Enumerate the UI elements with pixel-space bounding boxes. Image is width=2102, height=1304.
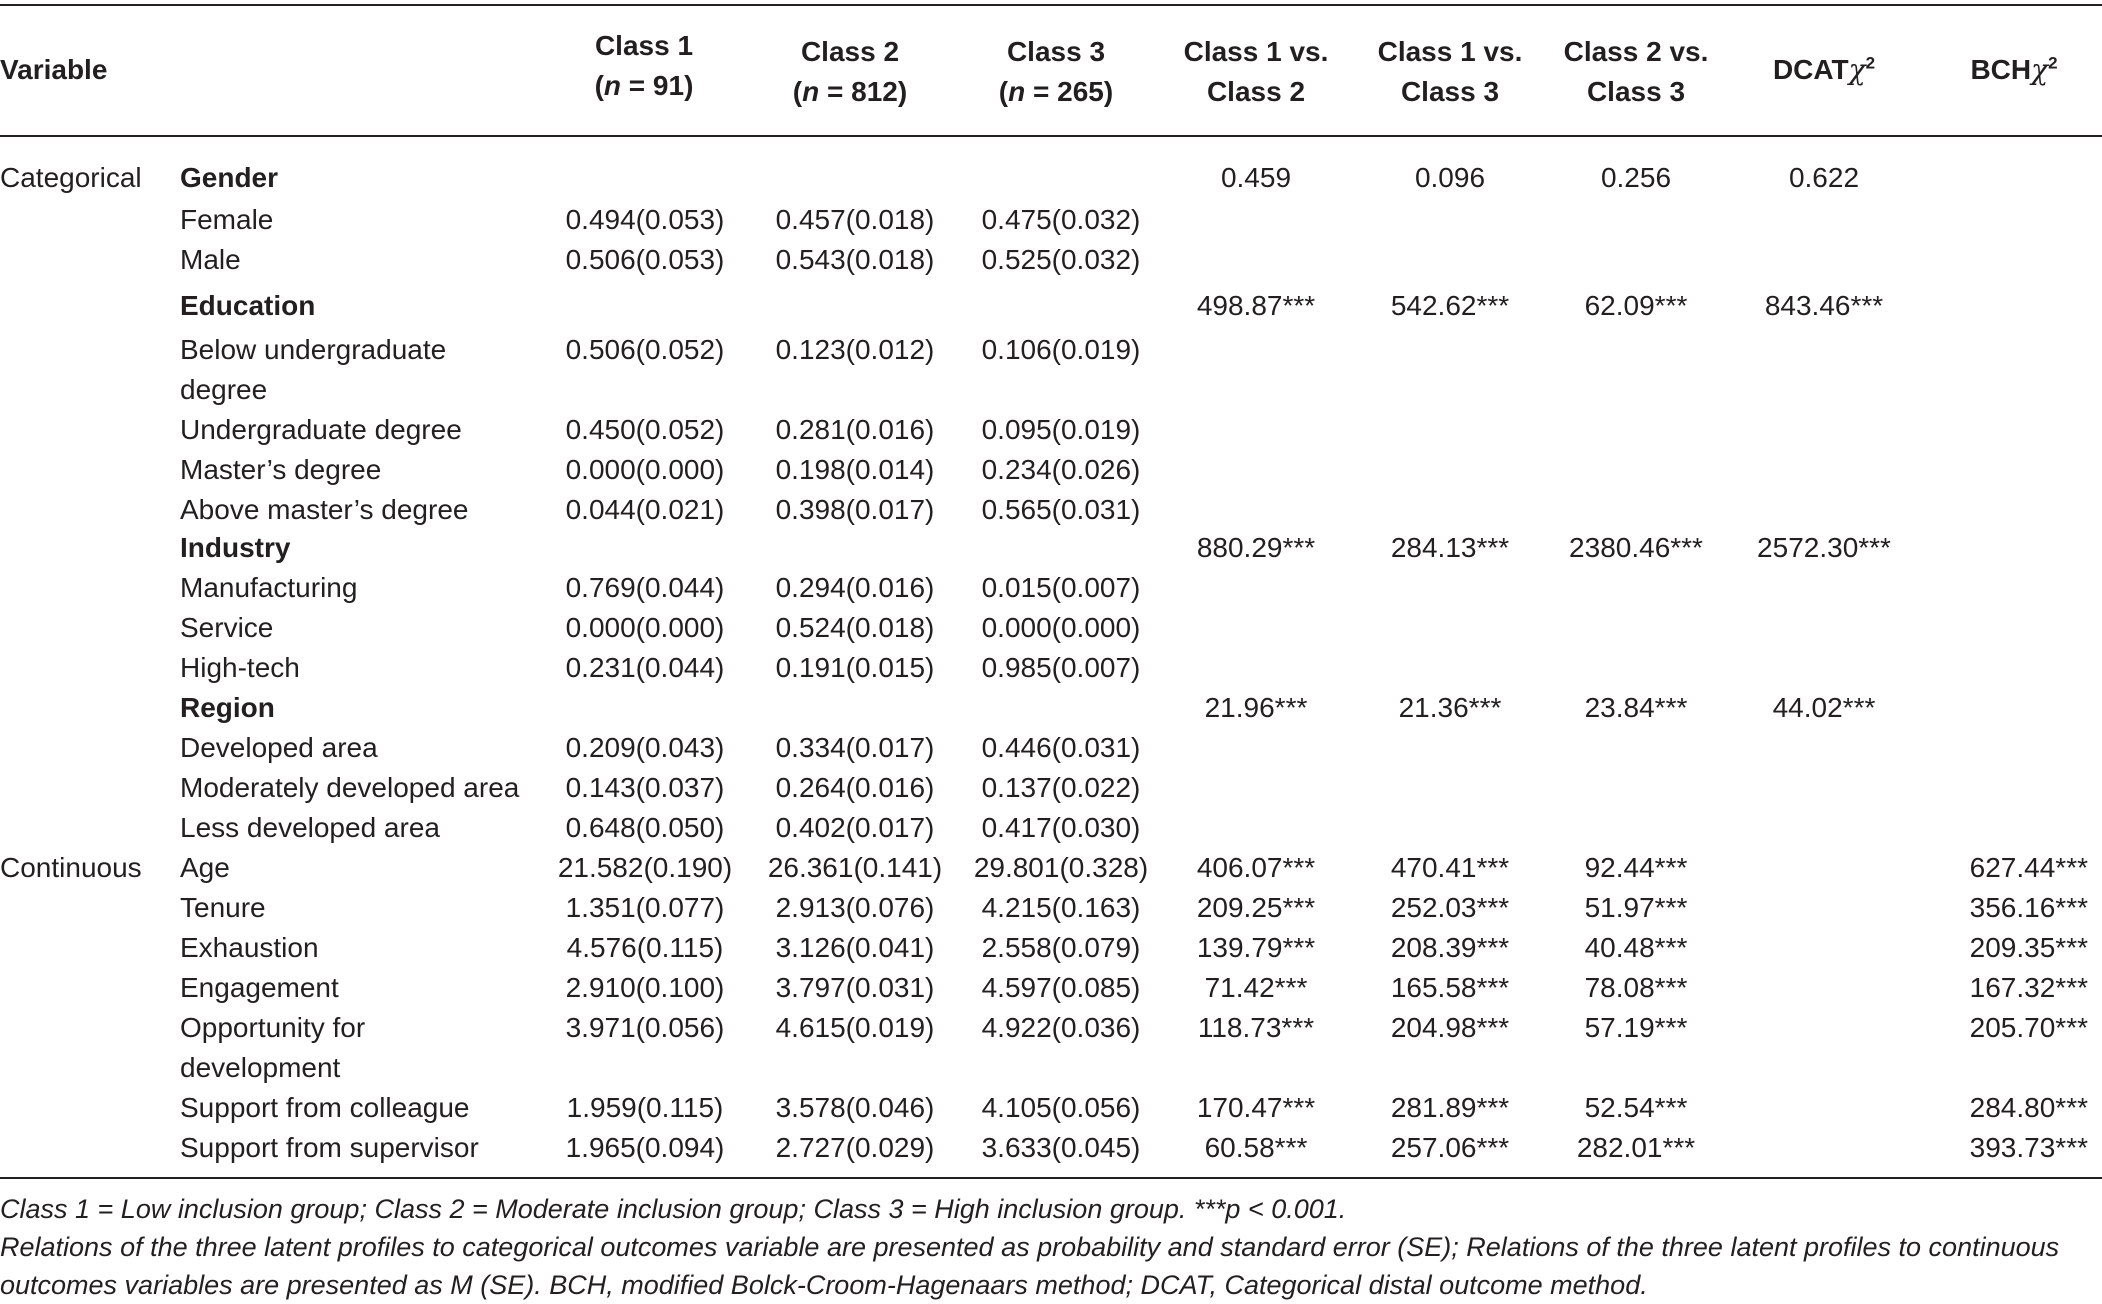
class1-vs-class2-cell: 60.58*** bbox=[1204, 1132, 1308, 1163]
class1-vs-class2-cell: 0.459 bbox=[1220, 162, 1292, 193]
variable-cell: Support from supervisor bbox=[180, 1132, 479, 1163]
table-bottom-rule bbox=[0, 1177, 2102, 1179]
class3-cell: 0.015(0.007) bbox=[981, 572, 1141, 603]
bch-chi2-cell: 284.80*** bbox=[1969, 1092, 2088, 1123]
class1-vs-class3-cell: 208.39*** bbox=[1390, 932, 1510, 963]
class2-cell: 0.334(0.017) bbox=[775, 732, 935, 763]
class1-vs-class3-cell: 21.36*** bbox=[1398, 692, 1502, 723]
class1-vs-class3-cell: 0.096 bbox=[1414, 162, 1486, 193]
category-cell: Categorical bbox=[0, 162, 142, 193]
variable-cell: Moderately developed area bbox=[180, 772, 520, 803]
class1-vs-class3-cell: 204.98*** bbox=[1390, 1012, 1510, 1043]
class2-vs-class3-cell: 0.256 bbox=[1600, 162, 1672, 193]
class3-cell: 4.215(0.163) bbox=[981, 892, 1141, 923]
header-class3-n: (n = 265) bbox=[998, 76, 1114, 107]
class1-vs-class3-cell: 252.03*** bbox=[1390, 892, 1510, 923]
class1-vs-class2-cell: 209.25*** bbox=[1196, 892, 1316, 923]
variable-cell: Age bbox=[180, 852, 230, 883]
class3-cell: 0.234(0.026) bbox=[981, 454, 1141, 485]
variable-cell: Opportunity for bbox=[180, 1012, 366, 1043]
class1-cell: 21.582(0.190) bbox=[557, 852, 733, 883]
class2-vs-class3-cell: 2380.46*** bbox=[1569, 532, 1703, 563]
class1-cell: 0.143(0.037) bbox=[565, 772, 725, 803]
header-class1 bbox=[544, 26, 744, 106]
class2-cell: 0.543(0.018) bbox=[775, 244, 935, 275]
class2-vs-class3-cell: 282.01*** bbox=[1576, 1132, 1696, 1163]
table-header-rule bbox=[0, 135, 2102, 137]
class2-cell: 0.398(0.017) bbox=[775, 494, 935, 525]
class1-cell: 0.000(0.000) bbox=[565, 454, 725, 485]
bch-chi2-cell: 209.35*** bbox=[1969, 932, 2088, 963]
class3-cell: 0.106(0.019) bbox=[981, 334, 1141, 365]
variable-cell: Engagement bbox=[180, 972, 339, 1003]
header-class2-vs-class3: Class 2 vs. Class 3 bbox=[1563, 36, 1709, 107]
table-note-2: Relations of the three latent profiles to categorical outcomes variable are presented as probability and standard error (SE); Relations of the three latent profiles to continuous bbox=[0, 1232, 2060, 1262]
variable-cell: Female bbox=[180, 204, 274, 235]
class3-cell: 0.137(0.022) bbox=[981, 772, 1141, 803]
variable-cell: Exhaustion bbox=[180, 932, 319, 963]
class3-cell: 0.525(0.032) bbox=[981, 244, 1141, 275]
dcat-chi2-cell: 0.622 bbox=[1788, 162, 1860, 193]
header-class3-label: Class 3 bbox=[1006, 36, 1106, 67]
class2-cell: 0.281(0.016) bbox=[775, 414, 935, 445]
class2-cell: 2.913(0.076) bbox=[775, 892, 935, 923]
class1-cell: 2.910(0.100) bbox=[565, 972, 725, 1003]
class1-vs-class2-cell: 139.79*** bbox=[1196, 932, 1316, 963]
class2-cell: 4.615(0.019) bbox=[775, 1012, 935, 1043]
class1-vs-class2-cell: 21.96*** bbox=[1204, 692, 1308, 723]
variable-cell: Industry bbox=[180, 532, 291, 563]
class2-vs-class3-cell: 52.54*** bbox=[1584, 1092, 1688, 1123]
class1-cell: 0.494(0.053) bbox=[565, 204, 725, 235]
class1-vs-class3-cell: 257.06*** bbox=[1390, 1132, 1510, 1163]
class3-cell: 0.475(0.032) bbox=[981, 204, 1141, 235]
class2-cell: 0.402(0.017) bbox=[775, 812, 935, 843]
header-class2-n: (n = 812) bbox=[792, 76, 908, 107]
class1-vs-class3-cell: 542.62*** bbox=[1390, 290, 1510, 321]
class1-vs-class3-cell: 281.89*** bbox=[1390, 1092, 1510, 1123]
class1-cell: 0.000(0.000) bbox=[565, 612, 725, 643]
class1-vs-class3-cell: 470.41*** bbox=[1390, 852, 1510, 883]
bch-chi2-cell: 627.44*** bbox=[1969, 852, 2088, 883]
class3-cell: 0.417(0.030) bbox=[981, 812, 1141, 843]
class2-cell: 26.361(0.141) bbox=[767, 852, 943, 883]
header-class1-vs-class2: Class 1 vs. Class 2 bbox=[1183, 36, 1329, 107]
variable-cell: Region bbox=[180, 692, 275, 723]
class3-cell: 0.565(0.031) bbox=[981, 494, 1141, 525]
header-class1-vs-class3: Class 1 vs. Class 3 bbox=[1377, 36, 1523, 107]
class2-cell: 0.191(0.015) bbox=[775, 652, 935, 683]
variable-cell: Manufacturing bbox=[180, 572, 358, 603]
variable-cell: Support from colleague bbox=[180, 1092, 470, 1123]
variable-cell: Gender bbox=[180, 162, 279, 193]
class2-cell: 2.727(0.029) bbox=[775, 1132, 935, 1163]
class1-cell: 1.959(0.115) bbox=[566, 1092, 724, 1123]
variable-cell: Below undergraduate bbox=[180, 334, 447, 365]
class3-cell: 2.558(0.079) bbox=[981, 932, 1141, 963]
class3-cell: 4.597(0.085) bbox=[981, 972, 1141, 1003]
class1-cell: 3.971(0.056) bbox=[565, 1012, 725, 1043]
bch-chi2-cell: 205.70*** bbox=[1969, 1012, 2088, 1043]
class3-cell: 0.446(0.031) bbox=[981, 732, 1141, 763]
variable-cell: development bbox=[180, 1052, 341, 1083]
header-class1-label: Class 1 bbox=[594, 30, 694, 61]
class3-cell: 0.095(0.019) bbox=[981, 414, 1141, 445]
header-bch-chi2: BCHχ$^2$ bbox=[1970, 53, 2058, 86]
class1-vs-class2-cell: 170.47*** bbox=[1196, 1092, 1316, 1123]
table-top-rule bbox=[0, 4, 2102, 6]
bch-chi2-cell: 356.16*** bbox=[1969, 892, 2088, 923]
class1-cell: 0.209(0.043) bbox=[565, 732, 725, 763]
class1-cell: 0.506(0.052) bbox=[565, 334, 725, 365]
class1-cell: 0.769(0.044) bbox=[565, 572, 725, 603]
variable-cell: Less developed area bbox=[180, 812, 440, 843]
header-class3 bbox=[956, 32, 1156, 112]
header-class1-n: (n = 91) bbox=[594, 70, 694, 101]
class2-cell: 0.123(0.012) bbox=[775, 334, 935, 365]
header-dcat-chi2: DCATχ$^2$ bbox=[1772, 53, 1876, 86]
variable-cell: Service bbox=[180, 612, 274, 643]
class2-vs-class3-cell: 51.97*** bbox=[1584, 892, 1688, 923]
class2-cell: 3.126(0.041) bbox=[775, 932, 935, 963]
variable-cell: Education bbox=[180, 290, 316, 321]
bch-chi2-cell: 167.32*** bbox=[1969, 972, 2088, 1003]
class3-cell: 4.105(0.056) bbox=[981, 1092, 1141, 1123]
class1-cell: 0.044(0.021) bbox=[565, 494, 725, 525]
dcat-chi2-cell: 2572.30*** bbox=[1757, 532, 1891, 563]
class1-cell: 4.576(0.115) bbox=[566, 932, 724, 963]
class1-cell: 0.450(0.052) bbox=[565, 414, 725, 445]
variable-cell: degree bbox=[180, 374, 268, 405]
header-class2-label: Class 2 bbox=[800, 36, 900, 67]
class1-cell: 0.506(0.053) bbox=[565, 244, 725, 275]
dcat-chi2-cell: 44.02*** bbox=[1772, 692, 1876, 723]
header-variable: Variable bbox=[0, 54, 108, 85]
class3-cell: 4.922(0.036) bbox=[981, 1012, 1141, 1043]
class2-cell: 0.264(0.016) bbox=[775, 772, 935, 803]
class2-cell: 0.294(0.016) bbox=[775, 572, 935, 603]
class2-vs-class3-cell: 78.08*** bbox=[1584, 972, 1688, 1003]
variable-cell: Tenure bbox=[180, 892, 266, 923]
class1-cell: 0.231(0.044) bbox=[565, 652, 725, 683]
class1-vs-class2-cell: 71.42*** bbox=[1204, 972, 1308, 1003]
class2-vs-class3-cell: 40.48*** bbox=[1584, 932, 1688, 963]
variable-cell: High-tech bbox=[180, 652, 300, 683]
category-cell: Continuous bbox=[0, 852, 142, 883]
class1-cell: 1.351(0.077) bbox=[565, 892, 725, 923]
class2-cell: 3.797(0.031) bbox=[775, 972, 935, 1003]
table-note-1: Class 1 = Low inclusion group; Class 2 = Moderate inclusion group; Class 3 = High inclusion group. ***p < 0.001. bbox=[0, 1194, 1347, 1224]
class2-vs-class3-cell: 92.44*** bbox=[1584, 852, 1688, 883]
variable-cell: Master’s degree bbox=[180, 454, 382, 485]
class3-cell: 0.985(0.007) bbox=[981, 652, 1141, 683]
class2-cell: 0.457(0.018) bbox=[775, 204, 935, 235]
bch-chi2-cell: 393.73*** bbox=[1969, 1132, 2088, 1163]
class1-vs-class3-cell: 165.58*** bbox=[1390, 972, 1510, 1003]
class3-cell: 0.000(0.000) bbox=[981, 612, 1141, 643]
class3-cell: 3.633(0.045) bbox=[981, 1132, 1141, 1163]
class2-cell: 3.578(0.046) bbox=[775, 1092, 935, 1123]
class2-cell: 0.198(0.014) bbox=[775, 454, 935, 485]
table-note-3: outcomes variables are presented as M (SE). BCH, modified Bolck-Croom-Hagenaars method; DCAT, Categorical distal outcome method. bbox=[0, 1270, 1648, 1300]
variable-cell: Developed area bbox=[180, 732, 378, 763]
class1-vs-class2-cell: 880.29*** bbox=[1196, 532, 1316, 563]
dcat-chi2-cell: 843.46*** bbox=[1764, 290, 1884, 321]
class2-vs-class3-cell: 23.84*** bbox=[1584, 692, 1688, 723]
class1-vs-class2-cell: 118.73*** bbox=[1197, 1012, 1315, 1043]
class3-cell: 29.801(0.328) bbox=[973, 852, 1149, 883]
variable-cell: Above master’s degree bbox=[180, 494, 469, 525]
class1-cell: 1.965(0.094) bbox=[565, 1132, 725, 1163]
header-class2 bbox=[750, 32, 950, 112]
class2-vs-class3-cell: 62.09*** bbox=[1584, 290, 1688, 321]
variable-cell: Male bbox=[180, 244, 241, 275]
class1-vs-class2-cell: 406.07*** bbox=[1196, 852, 1316, 883]
class1-cell: 0.648(0.050) bbox=[565, 812, 725, 843]
class2-vs-class3-cell: 57.19*** bbox=[1584, 1012, 1688, 1043]
class1-vs-class2-cell: 498.87*** bbox=[1196, 290, 1316, 321]
class2-cell: 0.524(0.018) bbox=[775, 612, 935, 643]
variable-cell: Undergraduate degree bbox=[180, 414, 462, 445]
class1-vs-class3-cell: 284.13*** bbox=[1390, 532, 1510, 563]
